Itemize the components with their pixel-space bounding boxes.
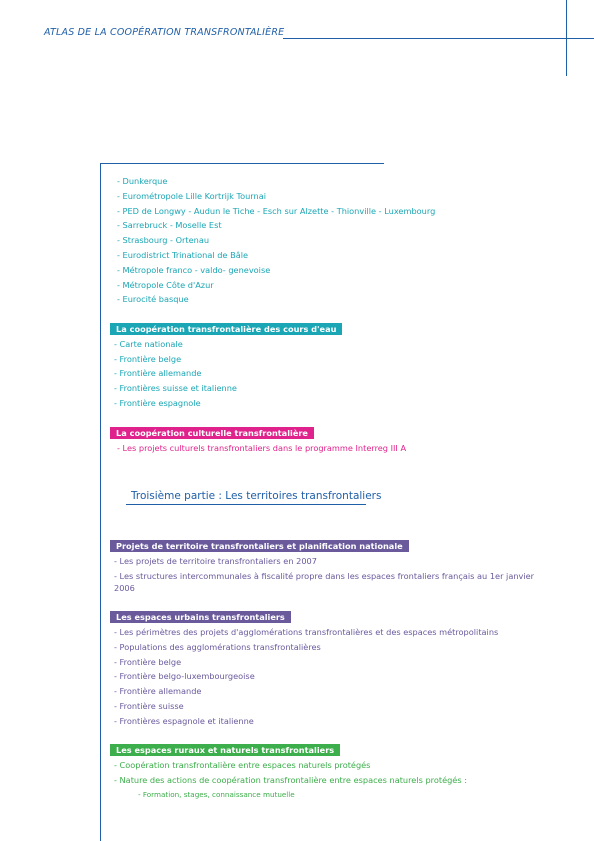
part-three-title: Troisième partie : Les territoires transfrontaliers	[131, 490, 382, 502]
list-item: 2006	[114, 583, 135, 593]
list-item: - Sarrebruck - Moselle Est	[117, 220, 222, 230]
frame-top-rule	[100, 163, 384, 164]
part-three-underline	[126, 504, 366, 505]
list-subitem: - Formation, stages, connaissance mutuelle	[138, 790, 295, 799]
list-item: - Les projets de territoire transfrontaliers en 2007	[114, 556, 317, 566]
list-item: - Les projets culturels transfrontaliers dans le programme Interreg III A	[117, 443, 407, 453]
list-item: - Eurodistrict Trinational de Bâle	[117, 250, 249, 260]
list-item: - Frontière belge	[114, 657, 182, 667]
list-item: - Carte nationale	[114, 339, 183, 349]
section-heading-projets: Projets de territoire transfrontaliers et planification nationale	[110, 540, 409, 552]
header-corner-vertical	[566, 0, 567, 76]
list-item: - Frontière suisse	[114, 701, 184, 711]
section-heading-cours-eau: La coopération transfrontalière des cours d'eau	[110, 323, 342, 335]
list-item: - Frontière allemande	[114, 686, 202, 696]
list-item: - Eurocité basque	[117, 294, 189, 304]
list-item: - Métropole franco - valdo- genevoise	[117, 265, 271, 275]
list-item: - Les structures intercommunales à fiscalité propre dans les espaces frontaliers français au 1er janvier	[114, 571, 535, 581]
list-item: - Frontière allemande	[114, 368, 202, 378]
list-item: - Eurométropole Lille Kortrijk Tournai	[117, 191, 266, 201]
list-item: - Frontières espagnole et italienne	[114, 716, 254, 726]
list-item: - PED de Longwy - Audun le Tiche - Esch sur Alzette - Thionville - Luxembourg	[117, 206, 436, 216]
list-item: - Frontière espagnole	[114, 398, 201, 408]
list-item: - Strasbourg - Ortenau	[117, 235, 210, 245]
frame-left-rule	[100, 163, 101, 841]
section-heading-culturelle: La coopération culturelle transfrontalière	[110, 427, 314, 439]
list-item: - Frontière belge	[114, 354, 182, 364]
list-item: - Les périmètres des projets d'agglomérations transfrontalières et des espaces métropolitains	[114, 627, 499, 637]
list-item: - Nature des actions de coopération transfrontalière entre espaces naturels protégés :	[114, 775, 467, 785]
list-item: - Frontière belgo-luxembourgeoise	[114, 671, 255, 681]
list-item: - Populations des agglomérations transfrontalières	[114, 642, 321, 652]
page-header-title: ATLAS DE LA COOPÉRATION TRANSFRONTALIÈRE	[44, 27, 285, 38]
list-item: - Frontières suisse et italienne	[114, 383, 237, 393]
section-heading-urbains: Les espaces urbains transfrontaliers	[110, 611, 291, 623]
header-rule	[283, 38, 594, 39]
list-item: - Métropole Côte d'Azur	[117, 280, 214, 290]
section-heading-ruraux: Les espaces ruraux et naturels transfrontaliers	[110, 744, 340, 756]
list-item: - Coopération transfrontalière entre espaces naturels protégés	[114, 760, 371, 770]
list-item: - Dunkerque	[117, 176, 168, 186]
